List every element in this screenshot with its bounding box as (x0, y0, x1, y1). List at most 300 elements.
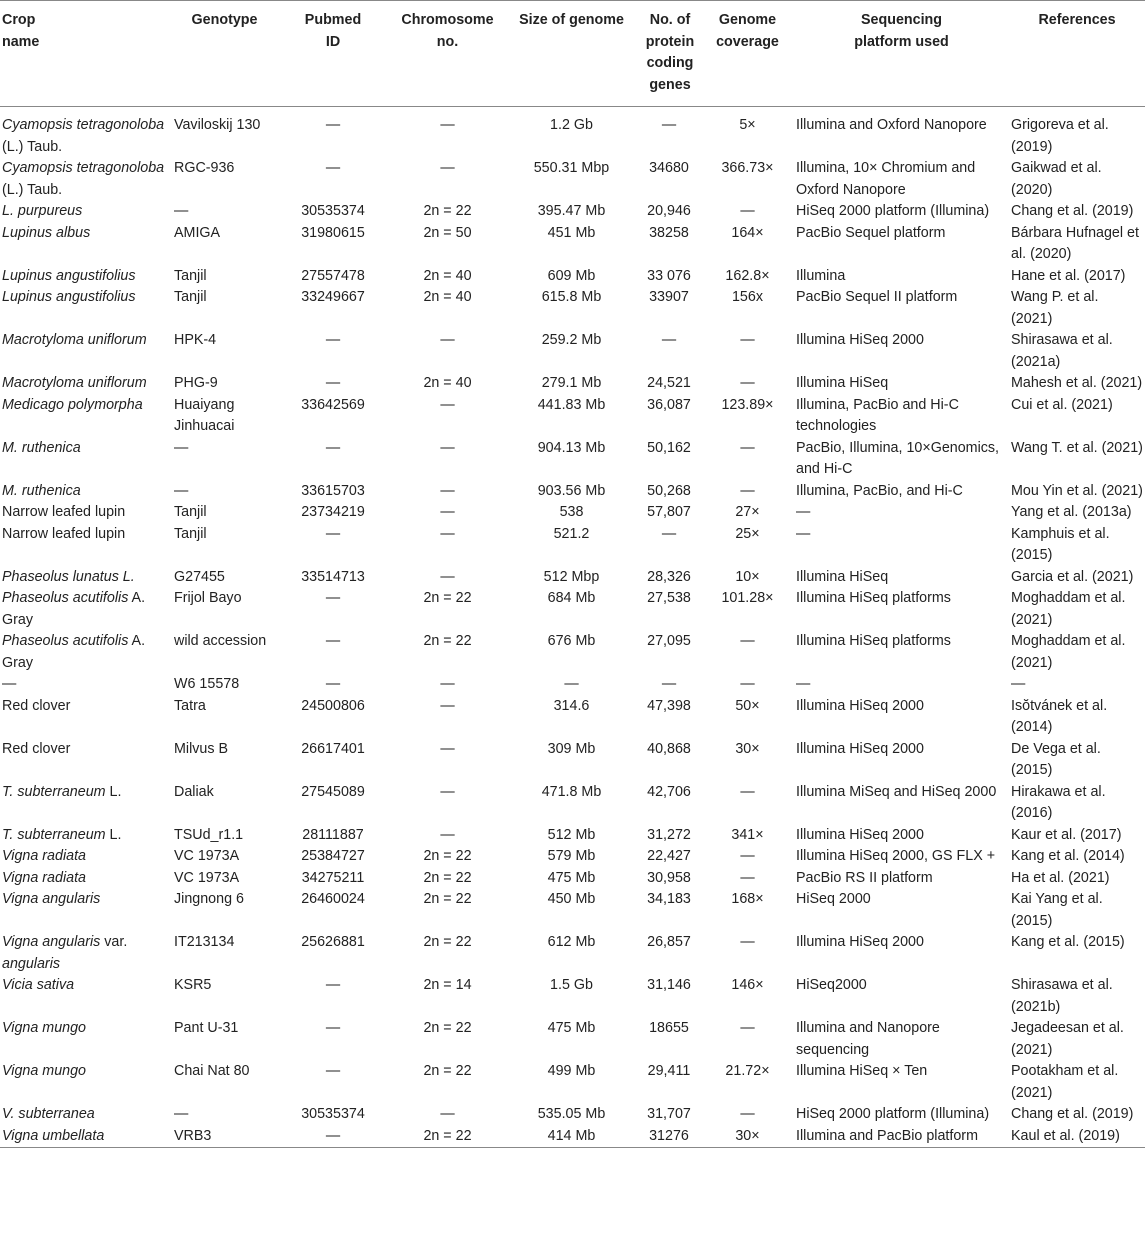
platform-cell: PacBio RS II platform (796, 869, 933, 886)
table-row (0, 932, 1145, 975)
pubmed-id-cell: 23734219 (301, 504, 365, 520)
pubmed-id-cell: — (325, 633, 341, 649)
coverage-cell: 123.89× (721, 396, 774, 413)
genome-size-cell: 1.5 Gb (550, 977, 593, 993)
genotype-cell: HPK-4 (174, 332, 217, 348)
genotype-cell: Frijol Bayo (174, 590, 242, 606)
protein-genes-cell: 22,427 (647, 848, 691, 864)
genotype-cell: TSUd_r1.1 (174, 826, 244, 843)
pubmed-id-cell: 30535374 (301, 203, 365, 219)
pubmed-id-cell: — (325, 525, 341, 542)
chromosome-cell: 2n = 22 (423, 1020, 472, 1036)
chromosome-cell: — (440, 525, 455, 542)
coverage-cell: 164× (731, 224, 764, 241)
crop-name-cell: T. subterraneum L. (2, 783, 122, 800)
protein-genes-cell: 42,706 (647, 783, 691, 800)
chromosome-cell: — (440, 826, 455, 843)
pubmed-id-cell: 25384727 (301, 848, 365, 864)
chromosome-cell: 2n = 40 (423, 289, 472, 305)
table-row (0, 889, 1145, 932)
protein-genes-cell: 24,521 (647, 375, 691, 391)
coverage-cell: 146× (731, 977, 764, 993)
chromosome-cell: 2n = 14 (423, 977, 472, 993)
coverage-cell: — (740, 375, 755, 391)
reference-cell: — (1011, 676, 1026, 692)
coverage-cell: 168× (731, 891, 764, 907)
table-row (0, 825, 1145, 847)
pubmed-id-cell: 27545089 (301, 783, 365, 800)
protein-genes-cell: — (661, 117, 677, 133)
crop-name-cell: Narrow leafed lupin (2, 525, 126, 542)
header-protein-coding-genes: No. of protein coding genes (645, 12, 695, 93)
genome-size-cell: 579 Mb (547, 848, 596, 864)
reference-cell: Garcia et al. (2021) (1011, 568, 1134, 585)
genome-size-cell: 475 Mb (547, 869, 596, 886)
platform-cell: Illumina HiSeq 2000 (796, 697, 924, 714)
crop-name-cell: Macrotyloma uniflorum (2, 332, 147, 348)
reference-cell: Shirasawa et al. (2021b) (1011, 977, 1113, 1015)
table-row (0, 1126, 1145, 1148)
reference-cell: Hirakawa et al. (2016) (1011, 783, 1106, 821)
reference-cell: Kaur et al. (2017) (1011, 826, 1122, 843)
coverage-cell: — (740, 783, 755, 800)
chromosome-cell: — (440, 117, 455, 133)
genome-size-cell: 676 Mb (547, 633, 596, 649)
genotype-cell: Tatra (174, 697, 206, 714)
reference-cell: Pootakham et al. (2021) (1011, 1063, 1119, 1101)
platform-cell: Illumina HiSeq (796, 375, 889, 391)
crop-name-cell: V. subterranea (2, 1106, 95, 1122)
protein-genes-cell: 31276 (649, 1127, 689, 1144)
table-row (0, 674, 1145, 696)
genome-size-cell: 259.2 Mb (541, 332, 602, 348)
reference-cell: Ha et al. (2021) (1011, 869, 1110, 886)
coverage-cell: — (740, 439, 755, 456)
platform-cell: Illumina HiSeq 2000 (796, 332, 924, 348)
reference-cell: Chang et al. (2019) (1011, 203, 1134, 219)
platform-cell: — (796, 676, 811, 692)
protein-genes-cell: — (661, 525, 677, 542)
coverage-cell: 156x (731, 289, 763, 305)
table-row (0, 1061, 1145, 1104)
genome-size-cell: 395.47 Mb (537, 203, 606, 219)
crop-name-cell: Phaseolus lunatus L. (2, 568, 135, 585)
table-row (0, 158, 1145, 201)
protein-genes-cell: 50,162 (647, 439, 691, 456)
protein-genes-cell: 47,398 (647, 697, 691, 714)
protein-genes-cell: 33907 (649, 289, 689, 305)
chromosome-cell: — (440, 396, 455, 413)
pubmed-id-cell: 26460024 (301, 891, 365, 907)
genome-size-cell: 451 Mb (547, 224, 596, 241)
pubmed-id-cell: — (325, 1020, 341, 1036)
genotype-cell: KSR5 (174, 977, 212, 993)
table-row (0, 373, 1145, 395)
pubmed-id-cell: 25626881 (301, 934, 365, 950)
chromosome-cell: 2n = 22 (423, 633, 472, 649)
chromosome-cell: 2n = 22 (423, 203, 472, 219)
table-row (0, 287, 1145, 330)
platform-cell: — (796, 504, 811, 520)
platform-cell: PacBio Sequel platform (796, 224, 946, 241)
genotype-cell: Tanjil (174, 504, 207, 520)
pubmed-id-cell: 27557478 (301, 267, 365, 284)
reference-cell: Wang P. et al. (2021) (1011, 289, 1099, 327)
table-row (0, 201, 1145, 223)
chromosome-cell: — (440, 568, 455, 585)
chromosome-cell: — (440, 504, 455, 520)
protein-genes-cell: 27,095 (647, 633, 691, 649)
coverage-cell: 30× (735, 740, 760, 757)
platform-cell: Illumina MiSeq and HiSeq 2000 (796, 783, 997, 800)
reference-cell: Kamphuis et al. (2015) (1011, 525, 1110, 563)
header-size-of-genome: Size of genome (519, 12, 624, 28)
table-row (0, 330, 1145, 373)
crop-name-cell: Phaseolus acutifolis A. Gray (2, 590, 146, 628)
pubmed-id-cell: 24500806 (301, 697, 365, 714)
genome-size-cell: 609 Mb (547, 267, 596, 284)
reference-cell: Shirasawa et al. (2021a) (1011, 332, 1113, 370)
protein-genes-cell: — (661, 332, 677, 348)
table-row (0, 524, 1145, 567)
protein-genes-cell: 27,538 (647, 590, 691, 606)
platform-cell: PacBio, Illumina, 10×Genomics, and Hi-C (796, 439, 1000, 477)
chromosome-cell: 2n = 22 (423, 934, 472, 950)
platform-cell: Illumina HiSeq 2000, GS FLX + (796, 848, 996, 864)
genome-size-cell: 521.2 (553, 525, 590, 542)
crop-name-cell: Lupinus albus (2, 224, 91, 241)
reference-cell: Yang et al. (2013a) (1011, 504, 1132, 520)
genome-size-cell: 512 Mb (547, 826, 596, 843)
protein-genes-cell: 34680 (649, 160, 689, 176)
coverage-cell: 366.73× (721, 160, 774, 176)
reference-cell: Mou Yin et al. (2021) (1011, 482, 1143, 499)
genome-size-cell: 550.31 Mbp (533, 160, 610, 176)
coverage-cell: 27× (735, 504, 760, 520)
pubmed-id-cell: 33249667 (301, 289, 365, 305)
protein-genes-cell: 30,958 (647, 869, 691, 886)
header-sequencing-platform: Sequencing platform used (854, 12, 949, 50)
chromosome-cell: 2n = 40 (423, 375, 472, 391)
genotype-cell: — (174, 439, 189, 456)
chromosome-cell: — (440, 332, 455, 348)
chromosome-cell: 2n = 22 (423, 869, 472, 886)
genome-size-cell: 1.2 Gb (550, 117, 593, 133)
table-row (0, 782, 1145, 825)
platform-cell: Illumina HiSeq (796, 568, 889, 585)
reference-cell: Isŏtvánek et al. (2014) (1011, 697, 1108, 735)
pubmed-id-cell: 28111887 (302, 826, 364, 843)
table-row (0, 739, 1145, 782)
chromosome-cell: 2n = 22 (423, 1127, 472, 1144)
header-references: References (1038, 12, 1116, 28)
reference-cell: Kang et al. (2015) (1011, 934, 1125, 950)
header-crop-name: Crop name (2, 12, 40, 50)
table-row (0, 696, 1145, 739)
protein-genes-cell: 34,183 (647, 891, 691, 907)
platform-cell: HiSeq 2000 platform (Illumina) (796, 203, 990, 219)
coverage-cell: 30× (735, 1127, 760, 1144)
protein-genes-cell: 50,268 (647, 482, 691, 499)
chromosome-cell: — (440, 697, 455, 714)
header-genome-coverage: Genome coverage (716, 12, 779, 50)
pubmed-id-cell: 34275211 (301, 869, 365, 886)
platform-cell: — (796, 525, 811, 542)
platform-cell: Illumina, PacBio and Hi-C technologies (796, 396, 959, 434)
crop-name-cell: M. ruthenica (2, 439, 81, 456)
reference-cell: Kang et al. (2014) (1011, 848, 1125, 864)
genotype-cell: Vaviloskij 130 (174, 117, 261, 133)
coverage-cell: — (740, 934, 755, 950)
crop-name-cell: Vigna radiata (2, 869, 86, 886)
crop-name-cell: Vigna mungo (2, 1020, 86, 1036)
protein-genes-cell: 26,857 (647, 934, 691, 950)
reference-cell: De Vega et al. (2015) (1011, 740, 1101, 778)
crop-name-cell: M. ruthenica (2, 482, 81, 499)
crop-name-cell: Lupinus angustifolius (2, 289, 136, 305)
pubmed-id-cell: — (325, 590, 341, 606)
platform-cell: Illumina and Nanopore sequencing (796, 1020, 940, 1058)
platform-cell: Illumina and Oxford Nanopore (796, 117, 987, 133)
protein-genes-cell: 40,868 (647, 740, 691, 757)
protein-genes-cell: 36,087 (647, 396, 691, 413)
genome-size-cell: 512 Mbp (543, 568, 600, 585)
table-row (0, 1018, 1145, 1061)
platform-cell: Illumina HiSeq platforms (796, 633, 951, 649)
table-row (0, 588, 1145, 631)
table-row (0, 631, 1145, 674)
header-pubmed-id: Pubmed ID (304, 12, 362, 50)
coverage-cell: — (740, 1020, 755, 1036)
coverage-cell: 50× (735, 697, 760, 714)
genome-size-cell: 279.1 Mb (541, 375, 602, 391)
platform-cell: Illumina and PacBio platform (796, 1127, 978, 1144)
platform-cell: Illumina, 10× Chromium and Oxford Nanopore (796, 160, 976, 198)
crop-name-cell: Vigna angularis (2, 891, 101, 907)
table-row (0, 502, 1145, 524)
crop-name-cell: Vigna angularis var. angularis (2, 934, 128, 972)
coverage-cell: 25× (735, 525, 760, 542)
protein-genes-cell: 28,326 (647, 568, 691, 585)
platform-cell: Illumina HiSeq × Ten (796, 1063, 928, 1079)
table-row (0, 846, 1145, 868)
crop-name-cell: Red clover (2, 740, 71, 757)
crop-name-cell: Narrow leafed lupin (2, 504, 126, 520)
table-row (0, 395, 1145, 438)
genome-size-cell: 535.05 Mb (537, 1106, 606, 1122)
platform-cell: Illumina HiSeq platforms (796, 590, 951, 606)
protein-genes-cell: 18655 (649, 1020, 689, 1036)
genotype-cell: G27455 (174, 568, 225, 585)
reference-cell: Hane et al. (2017) (1011, 267, 1126, 284)
chromosome-cell: — (440, 482, 455, 499)
table-row (0, 481, 1145, 503)
pubmed-id-cell: — (325, 160, 341, 176)
table-row (0, 567, 1145, 589)
protein-genes-cell: 20,946 (647, 203, 691, 219)
platform-cell: HiSeq2000 (796, 977, 867, 993)
reference-cell: Bárbara Hufnagel et al. (2020) (1011, 224, 1139, 262)
pubmed-id-cell: — (325, 977, 341, 993)
genome-size-cell: 471.8 Mb (541, 783, 602, 800)
chromosome-cell: 2n = 22 (423, 891, 472, 907)
coverage-cell: 162.8× (725, 267, 770, 284)
chromosome-cell: — (440, 740, 455, 757)
pubmed-id-cell: 30535374 (301, 1106, 365, 1122)
genome-size-cell: 903.56 Mb (537, 482, 606, 499)
chromosome-cell: — (440, 439, 455, 456)
platform-cell: Illumina HiSeq 2000 (796, 740, 924, 757)
coverage-cell: 101.28× (721, 590, 774, 606)
chromosome-cell: 2n = 22 (423, 1063, 472, 1079)
genome-size-cell: — (564, 676, 579, 692)
pubmed-id-cell: 33615703 (301, 482, 365, 499)
reference-cell: Moghaddam et al. (2021) (1011, 590, 1126, 628)
reference-cell: Grigoreva et al. (2019) (1011, 117, 1109, 155)
pubmed-id-cell: — (325, 676, 341, 692)
crop-name-cell: Medicago polymorpha (2, 396, 143, 413)
pubmed-id-cell: — (325, 439, 341, 456)
crop-name-cell: — (2, 676, 17, 692)
table-row (0, 1104, 1145, 1126)
protein-genes-cell: 31,272 (647, 826, 691, 843)
reference-cell: Gaikwad et al. (2020) (1011, 160, 1102, 198)
reference-cell: Mahesh et al. (2021) (1011, 375, 1143, 391)
genotype-cell: Daliak (174, 783, 214, 800)
reference-cell: Cui et al. (2021) (1011, 396, 1113, 413)
crop-name-cell: L. purpureus (2, 203, 83, 219)
platform-cell: HiSeq 2000 (796, 891, 871, 907)
genotype-cell: Tanjil (174, 289, 207, 305)
genotype-cell: Tanjil (174, 267, 207, 284)
platform-cell: Illumina HiSeq 2000 (796, 934, 924, 950)
coverage-cell: — (740, 676, 755, 692)
genotype-cell: Chai Nat 80 (174, 1063, 250, 1079)
pubmed-id-cell: 33642569 (301, 396, 365, 413)
genotype-cell: W6 15578 (174, 676, 240, 692)
chromosome-cell: — (440, 783, 455, 800)
crop-name-cell: Macrotyloma uniflorum (2, 375, 147, 391)
table-body (0, 107, 1145, 1148)
genome-size-cell: 499 Mb (547, 1063, 596, 1079)
coverage-cell: — (740, 848, 755, 864)
genome-size-cell: 684 Mb (547, 590, 596, 606)
reference-cell: Kaul et al. (2019) (1011, 1127, 1120, 1144)
protein-genes-cell: 57,807 (647, 504, 691, 520)
pubmed-id-cell: — (325, 1063, 341, 1079)
genome-size-cell: 904.13 Mb (537, 439, 606, 456)
coverage-cell: 5× (739, 117, 756, 133)
table-row (0, 107, 1145, 159)
header-chromosome-no: Chromosome no. (401, 12, 494, 50)
platform-cell: Illumina HiSeq 2000 (796, 826, 924, 843)
genotype-cell: Milvus B (174, 740, 229, 757)
platform-cell: Illumina (796, 267, 846, 284)
chromosome-cell: — (440, 676, 455, 692)
protein-genes-cell: 31,707 (647, 1106, 691, 1122)
crop-name-cell: Phaseolus acutifolis A. Gray (2, 633, 146, 671)
genome-size-cell: 314.6 (553, 697, 590, 714)
chromosome-cell: 2n = 40 (423, 267, 472, 284)
chromosome-cell: 2n = 22 (423, 590, 472, 606)
pubmed-id-cell: — (325, 375, 341, 391)
crop-name-cell: Red clover (2, 697, 71, 714)
platform-cell: HiSeq 2000 platform (Illumina) (796, 1106, 990, 1122)
genotype-cell: Huaiyang Jinhuacai (174, 396, 235, 434)
crop-name-cell: T. subterraneum L. (2, 826, 122, 843)
reference-cell: Jegadeesan et al. (2021) (1011, 1020, 1124, 1058)
crop-name-cell: Lupinus angustifolius (2, 267, 136, 284)
protein-genes-cell: — (661, 676, 677, 692)
pubmed-id-cell: 33514713 (301, 568, 365, 585)
reference-cell: Moghaddam et al. (2021) (1011, 633, 1126, 671)
table-row (0, 438, 1145, 481)
table-row (0, 975, 1145, 1018)
genome-size-cell: 414 Mb (547, 1127, 596, 1144)
genome-size-cell: 441.83 Mb (537, 396, 606, 413)
protein-genes-cell: 31,146 (647, 977, 691, 993)
genotype-cell: Pant U-31 (174, 1020, 239, 1036)
genotype-cell: — (174, 1106, 189, 1122)
genotype-cell: PHG-9 (174, 375, 218, 391)
table-row (0, 266, 1145, 288)
coverage-cell: — (740, 1106, 755, 1122)
coverage-cell: — (740, 869, 755, 886)
genotype-cell: VC 1973A (174, 848, 240, 864)
crop-name-cell: Vigna umbellata (2, 1127, 105, 1144)
pubmed-id-cell: — (325, 117, 341, 133)
coverage-cell: — (740, 332, 755, 348)
pubmed-id-cell: — (325, 332, 341, 348)
chromosome-cell: — (440, 1106, 455, 1122)
protein-genes-cell: 33 076 (647, 267, 691, 284)
genotype-cell: VRB3 (174, 1127, 212, 1144)
header-genotype: Genotype (191, 12, 258, 28)
genotype-cell: IT213134 (174, 934, 235, 950)
genome-size-cell: 309 Mb (547, 740, 596, 757)
genotype-cell: Jingnong 6 (174, 891, 244, 907)
platform-cell: Illumina, PacBio, and Hi-C (796, 482, 963, 499)
reference-cell: Chang et al. (2019) (1011, 1106, 1134, 1122)
reference-cell: Wang T. et al. (2021) (1011, 439, 1143, 456)
coverage-cell: — (740, 482, 755, 499)
chromosome-cell: — (440, 160, 455, 176)
protein-genes-cell: 29,411 (647, 1063, 691, 1079)
pubmed-id-cell: 26617401 (301, 740, 365, 757)
table-row (0, 868, 1145, 890)
genotype-cell: VC 1973A (174, 869, 240, 886)
coverage-cell: 10× (735, 568, 760, 585)
coverage-cell: — (740, 203, 755, 219)
coverage-cell: 21.72× (725, 1063, 770, 1079)
genotype-cell: AMIGA (174, 224, 221, 241)
platform-cell: PacBio Sequel II platform (796, 289, 958, 305)
pubmed-id-cell: 31980615 (301, 224, 365, 241)
header-row (0, 1, 1145, 107)
chromosome-cell: 2n = 50 (423, 224, 472, 241)
crop-name-cell: Vicia sativa (2, 977, 75, 993)
genotype-cell: wild accession (174, 633, 267, 649)
genome-size-cell: 450 Mb (547, 891, 596, 907)
genotype-cell: RGC-936 (174, 160, 235, 176)
pubmed-id-cell: — (325, 1127, 341, 1144)
genome-size-cell: 615.8 Mb (541, 289, 602, 305)
genotype-cell: Tanjil (174, 525, 207, 542)
genotype-cell: — (174, 203, 189, 219)
reference-cell: Kai Yang et al. (2015) (1011, 891, 1103, 929)
crop-name-cell: Cyamopsis tetragonoloba (L.) Taub. (2, 117, 165, 155)
crop-name-cell: Cyamopsis tetragonoloba (L.) Taub. (2, 160, 165, 198)
